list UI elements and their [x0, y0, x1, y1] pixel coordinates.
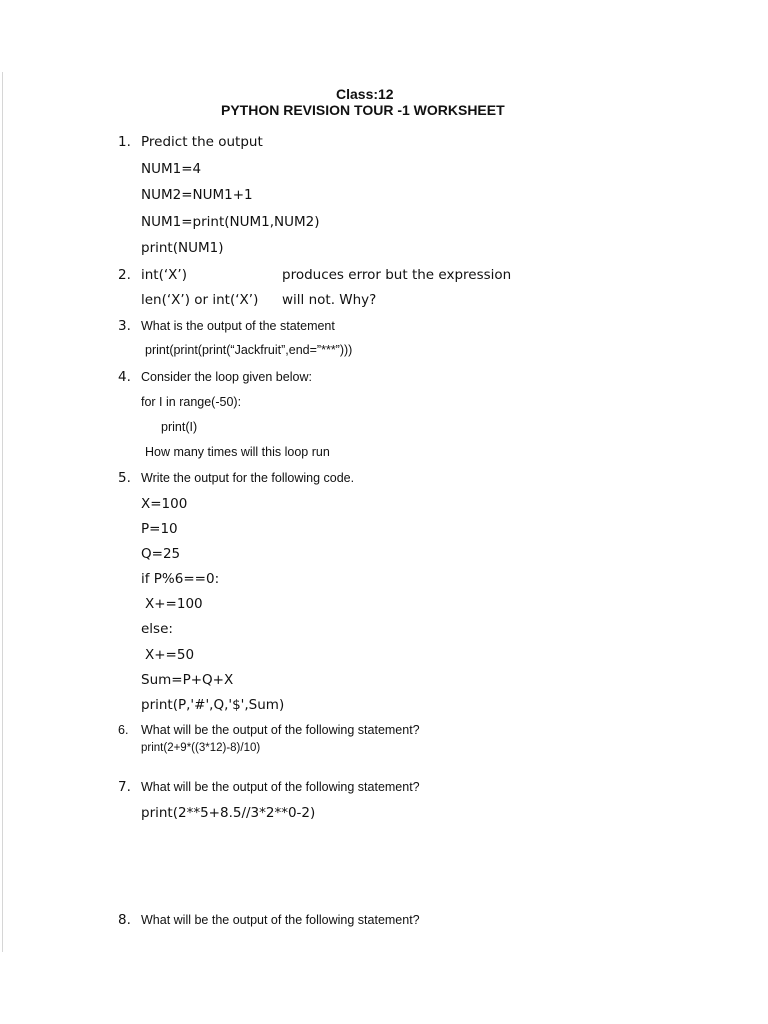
q1-line-1: NUM1=4: [141, 161, 202, 177]
q2-number: 2.: [118, 267, 131, 283]
q1-number: 1.: [118, 134, 131, 150]
q8-number: 8.: [118, 912, 131, 928]
q7-line-1: print(2**5+8.5//3*2**0-2): [141, 805, 316, 821]
q1-line-4: print(NUM1): [141, 240, 224, 256]
q5-line-4: if P%6==0:: [141, 571, 220, 587]
q6-number: 6.: [118, 723, 129, 737]
q4-text: Consider the loop given below:: [141, 370, 312, 384]
q3-line-1: print(print(print(“Jackfruit”,end=”***”))): [145, 343, 353, 357]
q5-line-8: Sum=P+Q+X: [141, 672, 234, 688]
q4-line-2: print(I): [161, 420, 198, 434]
q4-line-3: How many times will this loop run: [145, 445, 330, 459]
q7-text: What will be the output of the following statement?: [141, 780, 420, 794]
q5-number: 5.: [118, 470, 131, 486]
q5-line-7: X+=50: [145, 647, 195, 663]
class-label: Class:12: [336, 86, 394, 102]
q5-line-1: X=100: [141, 496, 188, 512]
q5-line-5: X+=100: [145, 596, 203, 612]
q1-text: Predict the output: [141, 134, 263, 150]
q5-line-6: else:: [141, 621, 173, 637]
q2-text-d: will not. Why?: [282, 292, 377, 308]
q5-line-9: print(P,'#',Q,'$',Sum): [141, 697, 285, 713]
worksheet-title: PYTHON REVISION TOUR -1 WORKSHEET: [221, 102, 505, 118]
q5-line-3: Q=25: [141, 546, 181, 562]
q5-line-2: P=10: [141, 521, 178, 537]
q3-number: 3.: [118, 318, 131, 334]
q4-line-1: for I in range(-50):: [141, 395, 242, 409]
q7-number: 7.: [118, 779, 131, 795]
q6-line-1: print(2+9*((3*12)-8)/10): [141, 742, 261, 754]
q6-text: What will be the output of the following statement?: [141, 723, 420, 737]
q5-text: Write the output for the following code.: [141, 471, 355, 485]
page-edge-line: [2, 72, 3, 952]
q2-text-c: len(‘X’) or int(‘X’): [141, 292, 259, 308]
q1-line-2: NUM2=NUM1+1: [141, 187, 253, 203]
q2-text-b: produces error but the expression: [282, 267, 512, 283]
q8-text: What will be the output of the following statement?: [141, 913, 420, 927]
q1-line-3: NUM1=print(NUM1,NUM2): [141, 214, 320, 230]
q3-text: What is the output of the statement: [141, 319, 335, 333]
q2-text-a: int(‘X’): [141, 267, 187, 283]
q4-number: 4.: [118, 369, 131, 385]
